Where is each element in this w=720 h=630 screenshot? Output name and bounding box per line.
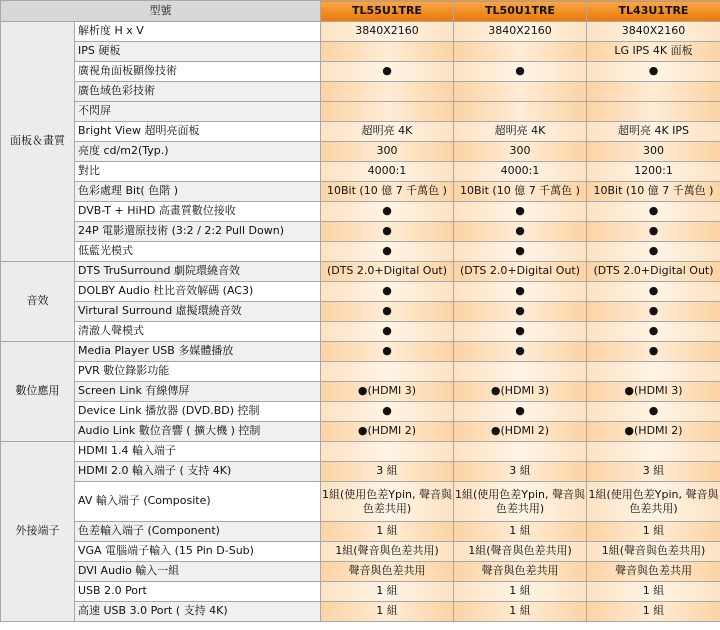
spec-value: 1組(聲音與色差共用) [321, 542, 454, 562]
feature-label: DVB-T + HiHD 高畫質數位接收 [75, 202, 321, 222]
spec-value: ● [587, 62, 720, 82]
feature-label: Virtural Surround 虛擬環繞音效 [75, 302, 321, 322]
spec-value: ● [587, 322, 720, 342]
spec-value: ● [454, 222, 587, 242]
spec-value: 10Bit (10 億 7 千萬色 ) [454, 182, 587, 202]
spec-value: ● [454, 302, 587, 322]
table-row [1, 522, 720, 542]
spec-value: ● [587, 222, 720, 242]
spec-value: 10Bit (10 億 7 千萬色 ) [587, 182, 720, 202]
spec-value: ●(HDMI 3) [587, 382, 720, 402]
spec-value [454, 42, 587, 62]
spec-value [587, 102, 720, 122]
spec-value [454, 362, 587, 382]
spec-value: 聲音與色差共用 [321, 562, 454, 582]
spec-value: 1組(聲音與色差共用) [454, 542, 587, 562]
spec-value: (DTS 2.0+Digital Out) [454, 262, 587, 282]
spec-value [321, 102, 454, 122]
feature-label: 24P 電影還原技術 (3:2 / 2:2 Pull Down) [75, 222, 321, 242]
category-ports: 外接端子 [1, 442, 75, 622]
feature-label: 廣色域色彩技術 [75, 82, 321, 102]
model-name: TL50U1TRE [454, 1, 587, 22]
table-row [1, 442, 720, 462]
category-display: 面板＆畫質 [1, 22, 75, 262]
spec-value: 聲音與色差共用 [587, 562, 720, 582]
spec-value: 1 組 [587, 522, 720, 542]
table-row [1, 102, 720, 122]
spec-value: ● [454, 62, 587, 82]
feature-label: 清澈人聲模式 [75, 322, 321, 342]
table-row [1, 282, 720, 302]
model-name: TL55U1TRE [321, 1, 454, 22]
spec-value: ● [587, 342, 720, 362]
spec-value: 3 組 [454, 462, 587, 482]
spec-value [587, 362, 720, 382]
table-row [1, 62, 720, 82]
category-audio: 音效 [1, 262, 75, 342]
spec-value: 3 組 [321, 462, 454, 482]
feature-label: VGA 電腦端子輸入 (15 Pin D-Sub) [75, 542, 321, 562]
spec-value: 3 組 [587, 462, 720, 482]
spec-value [587, 442, 720, 462]
spec-value: 超明亮 4K [321, 122, 454, 142]
spec-value [321, 82, 454, 102]
table-row [1, 602, 720, 622]
spec-value [587, 82, 720, 102]
feature-label: 色差輸入端子 (Component) [75, 522, 321, 542]
feature-label: IPS 硬板 [75, 42, 321, 62]
table-row [1, 482, 720, 522]
spec-value: ● [454, 342, 587, 362]
spec-value: ●(HDMI 2) [321, 422, 454, 442]
spec-value: ● [321, 62, 454, 82]
spec-value: ● [321, 282, 454, 302]
table-row [1, 562, 720, 582]
spec-value: 1 組 [321, 582, 454, 602]
spec-value: 1200:1 [587, 162, 720, 182]
spec-value: 1 組 [587, 602, 720, 622]
spec-value: 1 組 [454, 582, 587, 602]
feature-label: DOLBY Audio 杜比音效解碼 (AC3) [75, 282, 321, 302]
table-row [1, 382, 720, 402]
feature-label: 廣視角面板顯像技術 [75, 62, 321, 82]
spec-value: ● [587, 302, 720, 322]
table-row [1, 162, 720, 182]
feature-label: DTS TruSurround 劇院環繞音效 [75, 262, 321, 282]
feature-label: 色彩處理 Bit( 色階 ) [75, 182, 321, 202]
table-row [1, 242, 720, 262]
spec-value: 1 組 [321, 522, 454, 542]
feature-label: Bright View 超明亮面板 [75, 122, 321, 142]
table-row [1, 302, 720, 322]
feature-label: DVI Audio 輸入一組 [75, 562, 321, 582]
spec-value: 1組(使用色差Ypin, 聲音與色差共用) [454, 482, 587, 522]
feature-label: USB 2.0 Port [75, 582, 321, 602]
model-header-label: 型號 [1, 1, 321, 22]
spec-value: ● [587, 202, 720, 222]
spec-value: ● [321, 222, 454, 242]
table-row [1, 262, 720, 282]
spec-value [454, 82, 587, 102]
spec-value: 3840X2160 [454, 22, 587, 42]
feature-label: PVR 數位錄影功能 [75, 362, 321, 382]
spec-value: 聲音與色差共用 [454, 562, 587, 582]
spec-value: 300 [587, 142, 720, 162]
spec-value: 4000:1 [321, 162, 454, 182]
spec-value [321, 42, 454, 62]
spec-value: ● [587, 282, 720, 302]
category-digital: 數位應用 [1, 342, 75, 442]
feature-label: Audio Link 數位音響 ( 擴大機 ) 控制 [75, 422, 321, 442]
feature-label: 亮度 cd/m2(Typ.) [75, 142, 321, 162]
spec-value: ● [587, 242, 720, 262]
table-row [1, 222, 720, 242]
spec-value [454, 102, 587, 122]
spec-value: ● [454, 322, 587, 342]
spec-value: 1 組 [454, 602, 587, 622]
spec-value: ● [454, 402, 587, 422]
table-row [1, 22, 720, 42]
spec-value: ●(HDMI 3) [321, 382, 454, 402]
table-row [1, 342, 720, 362]
feature-label: AV 輸入端子 (Composite) [75, 482, 321, 522]
spec-value: ● [454, 202, 587, 222]
feature-label: 解析度 H x V [75, 22, 321, 42]
spec-value: 3840X2160 [587, 22, 720, 42]
table-row [1, 142, 720, 162]
spec-value: 1 組 [321, 602, 454, 622]
feature-label: HDMI 1.4 輸入端子 [75, 442, 321, 462]
table-row [1, 42, 720, 62]
spec-value: (DTS 2.0+Digital Out) [587, 262, 720, 282]
spec-value: 300 [454, 142, 587, 162]
spec-value: 300 [321, 142, 454, 162]
model-name: TL43U1TRE [587, 1, 720, 22]
table-row [1, 422, 720, 442]
feature-label: Device Link 播放器 (DVD.BD) 控制 [75, 402, 321, 422]
spec-value [321, 362, 454, 382]
table-row [1, 82, 720, 102]
spec-value: ● [321, 202, 454, 222]
table-row [1, 402, 720, 422]
spec-value: ● [454, 242, 587, 262]
feature-label: 低藍光模式 [75, 242, 321, 262]
spec-value: 10Bit (10 億 7 千萬色 ) [321, 182, 454, 202]
table-row [1, 182, 720, 202]
spec-value: 1組(使用色差Ypin, 聲音與色差共用) [321, 482, 454, 522]
spec-value: 1 組 [454, 522, 587, 542]
table-row [1, 202, 720, 222]
spec-value: ● [587, 402, 720, 422]
spec-value: 超明亮 4K IPS [587, 122, 720, 142]
spec-value: ● [321, 402, 454, 422]
feature-label: Screen Link 有線傳屏 [75, 382, 321, 402]
spec-value: ●(HDMI 2) [454, 422, 587, 442]
spec-value: LG IPS 4K 面板 [587, 42, 720, 62]
spec-value: ● [321, 242, 454, 262]
spec-value: ● [454, 282, 587, 302]
spec-value: 1組(使用色差Ypin, 聲音與色差共用) [587, 482, 720, 522]
spec-value: 4000:1 [454, 162, 587, 182]
feature-label: 高速 USB 3.0 Port ( 支持 4K) [75, 602, 321, 622]
spec-value: 超明亮 4K [454, 122, 587, 142]
feature-label: Media Player USB 多媒體播放 [75, 342, 321, 362]
spec-value: 1組(聲音與色差共用) [587, 542, 720, 562]
spec-value: ● [321, 302, 454, 322]
spec-value: (DTS 2.0+Digital Out) [321, 262, 454, 282]
table-row [1, 362, 720, 382]
spec-value: 3840X2160 [321, 22, 454, 42]
header-row [1, 1, 720, 22]
spec-value: ●(HDMI 2) [587, 422, 720, 442]
table-row [1, 122, 720, 142]
spec-value: ● [321, 322, 454, 342]
feature-label: HDMI 2.0 輸入端子 ( 支持 4K) [75, 462, 321, 482]
feature-label: 不閃屏 [75, 102, 321, 122]
table-row [1, 542, 720, 562]
spec-value: 1 組 [587, 582, 720, 602]
spec-value: ●(HDMI 3) [454, 382, 587, 402]
spec-value [321, 442, 454, 462]
feature-label: 對比 [75, 162, 321, 182]
spec-value [454, 442, 587, 462]
table-row [1, 582, 720, 602]
table-row [1, 322, 720, 342]
table-row [1, 462, 720, 482]
spec-value: ● [321, 342, 454, 362]
